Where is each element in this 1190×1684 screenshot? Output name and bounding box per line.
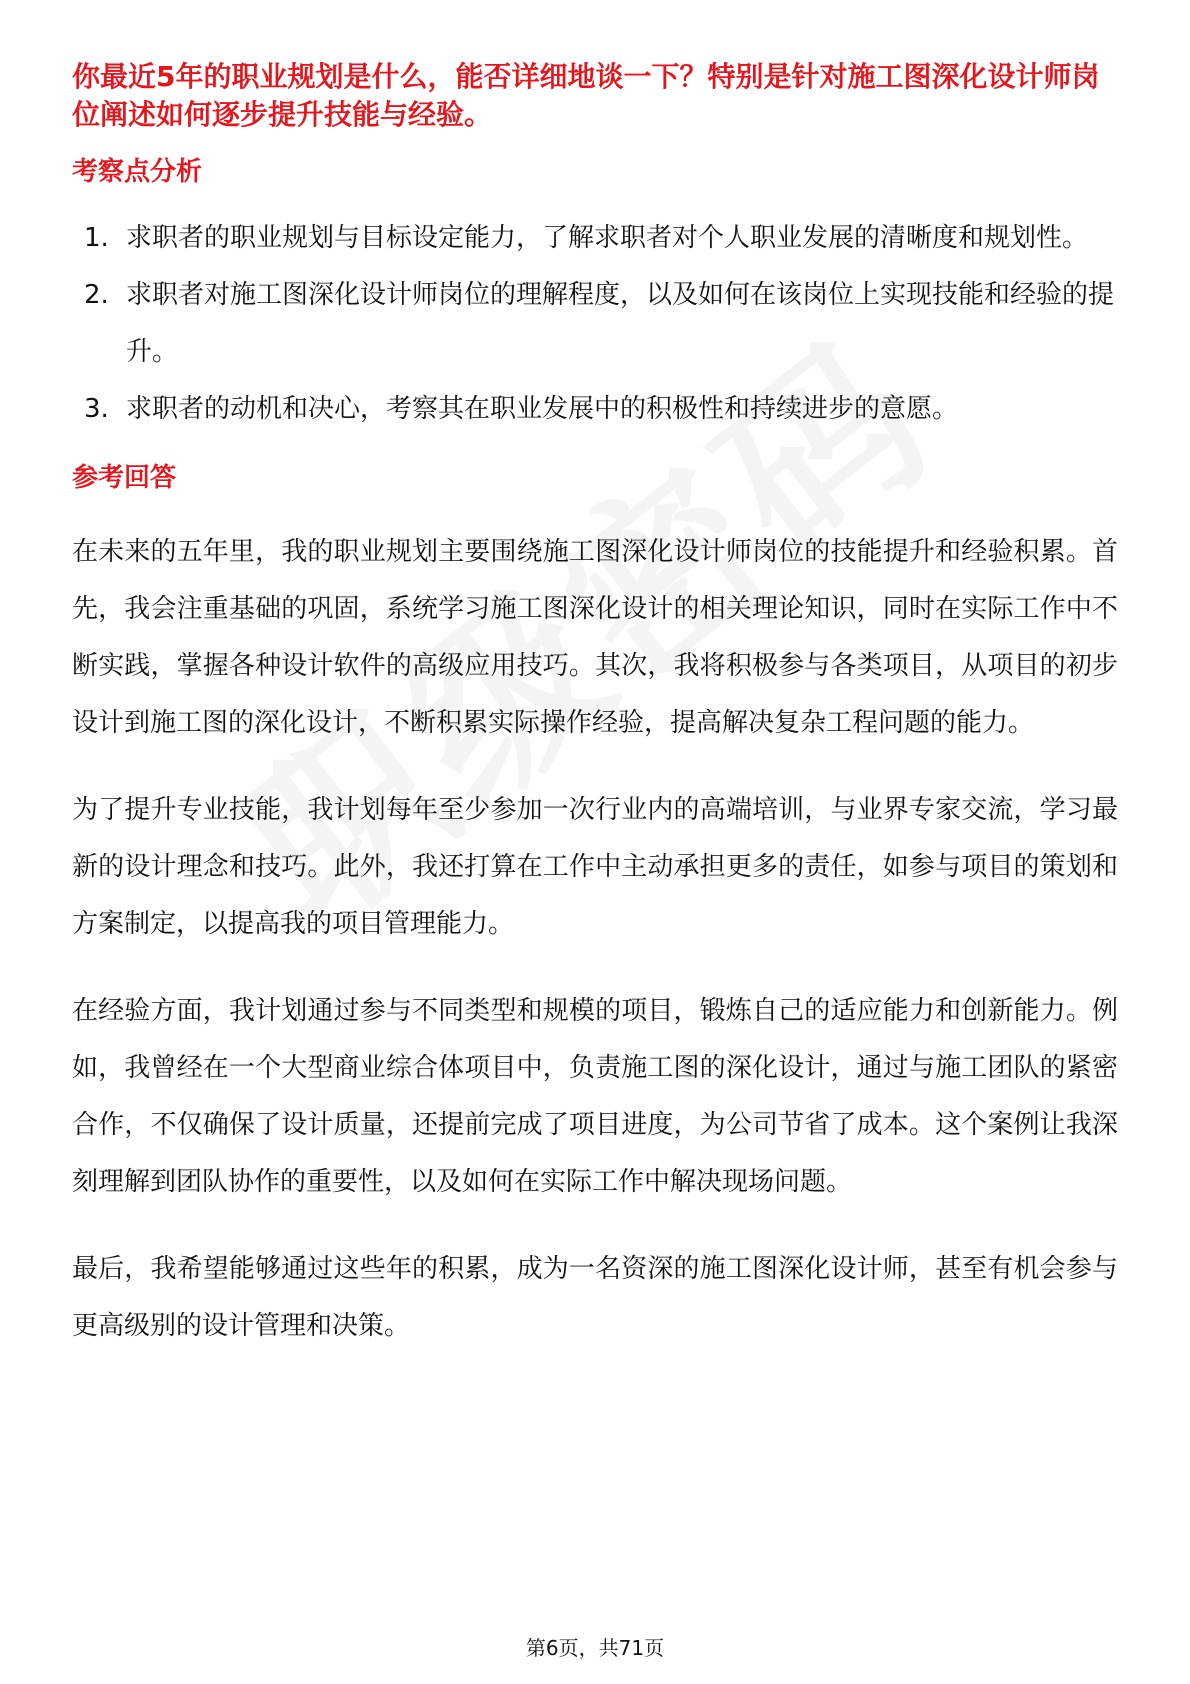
list-item-text: 求职者对施工图深化设计师岗位的理解程度，以及如何在该岗位上实现技能和经验的提升。 xyxy=(126,280,1115,367)
answer-paragraph: 为了提升专业技能，我计划每年至少参加一次行业内的高端培训，与业界专家交流，学习最新的设计理念和技巧。此外，我还打算在工作中主动承担更多的责任，如参与项目的策划和方案制定，以提高我的项目管理能力。 xyxy=(72,795,1118,939)
document-page xyxy=(72,58,1118,1355)
list-item xyxy=(72,210,1118,267)
page-number: 第6页，共71页 xyxy=(525,1636,665,1660)
list-item xyxy=(72,381,1118,438)
list-item-number: 1. xyxy=(84,223,109,253)
list-item xyxy=(72,267,1118,381)
answer-paragraph: 最后，我希望能够通过这些年的积累，成为一名资深的施工图深化设计师，甚至有机会参与更高级别的设计管理和决策。 xyxy=(72,1254,1118,1341)
list-item-text: 求职者的动机和决心，考察其在职业发展中的积极性和持续进步的意愿。 xyxy=(126,394,959,424)
question-heading: 你最近5年的职业规划是什么，能否详细地谈一下？特别是针对施工图深化设计师岗位阐述如何逐步提升技能与经验。 xyxy=(72,60,1100,131)
list-item-number: 2. xyxy=(84,280,109,310)
answer-paragraph: 在未来的五年里，我的职业规划主要围绕施工图深化设计师岗位的技能提升和经验积累。首先，我会注重基础的巩固，系统学习施工图深化设计的相关理论知识，同时在实际工作中不断实践，掌握各种设计软件的高级应用技巧。其次，我将积极参与各类项目，从项目的初步设计到施工图的深化设计，不断积累实际操作经验，提高解决复杂工程问题的能力。 xyxy=(72,537,1118,738)
list-item-text: 求职者的职业规划与目标设定能力，了解求职者对个人职业发展的清晰度和规划性。 xyxy=(126,223,1089,253)
analysis-section-title: 考察点分析 xyxy=(72,157,203,187)
analysis-points-list xyxy=(72,210,1118,438)
answer-section-title: 参考回答 xyxy=(72,463,177,493)
answer-paragraph: 在经验方面，我计划通过参与不同类型和规模的项目，锻炼自己的适应能力和创新能力。例如，我曾经在一个大型商业综合体项目中，负责施工图的深化设计，通过与施工团队的紧密合作，不仅确保了设计质量，还提前完成了项目进度，为公司节省了成本。这个案例让我深刻理解到团队协作的重要性，以及如何在实际工作中解决现场问题。 xyxy=(72,996,1118,1197)
list-item-number: 3. xyxy=(84,394,109,424)
